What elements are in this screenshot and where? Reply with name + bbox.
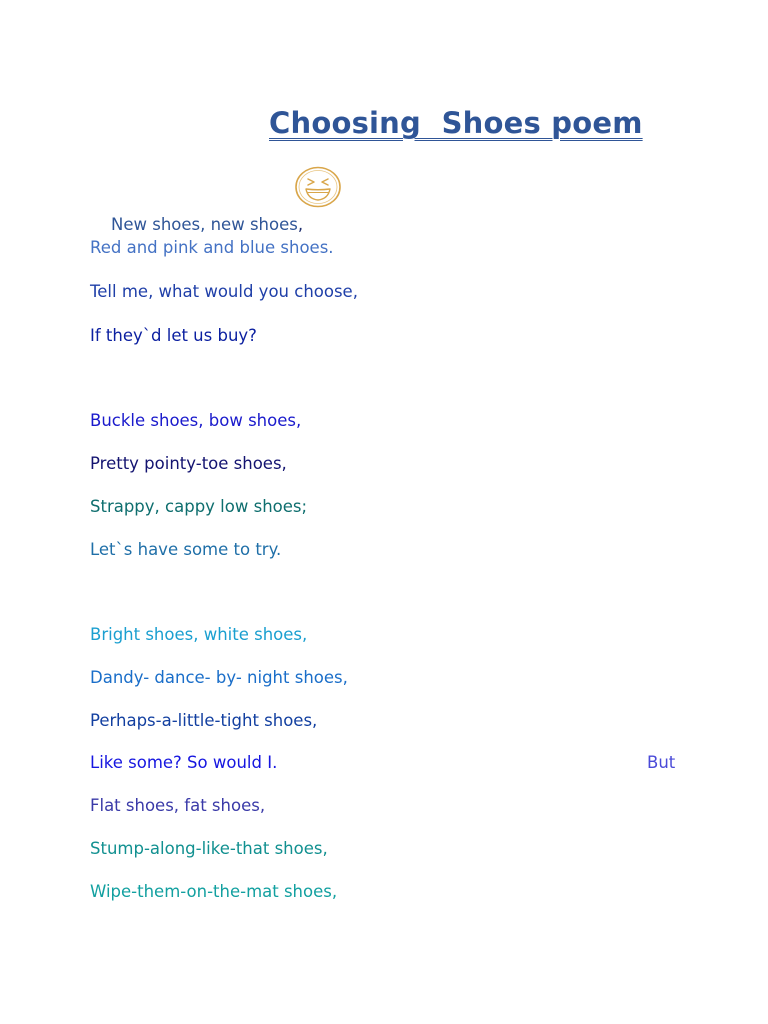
poem-title: Choosing Shoes poem bbox=[269, 106, 643, 140]
poem-line: Red and pink and blue shoes. bbox=[90, 238, 334, 257]
poem-right-word: But bbox=[647, 753, 676, 772]
poem-line: Dandy- dance- by- night shoes, bbox=[90, 668, 348, 687]
poem-line: Let`s have some to try. bbox=[90, 540, 282, 559]
poem-line-text: New shoes, new shoes bbox=[110, 215, 298, 234]
poem-line: Tell me, what would you choose, bbox=[90, 282, 358, 301]
poem-line: Like some? So would I. bbox=[90, 753, 278, 772]
poem-line: Bright shoes, white shoes, bbox=[90, 625, 308, 644]
poem-line: Stump-along-like-that shoes, bbox=[90, 839, 328, 858]
poem-line: Perhaps-a-little-tight shoes, bbox=[90, 711, 318, 730]
poem-line-tail: , bbox=[297, 215, 304, 234]
poem-line: Pretty pointy-toe shoes, bbox=[90, 454, 287, 473]
poem-line: Wipe-them-on-the-mat shoes, bbox=[90, 882, 338, 901]
poem-line: Buckle shoes, bow shoes, bbox=[90, 411, 302, 430]
poem-line: Flat shoes, fat shoes, bbox=[90, 796, 266, 815]
poem-line: If they`d let us buy? bbox=[90, 326, 257, 345]
poem-line: Strappy, cappy low shoes; bbox=[90, 497, 308, 516]
